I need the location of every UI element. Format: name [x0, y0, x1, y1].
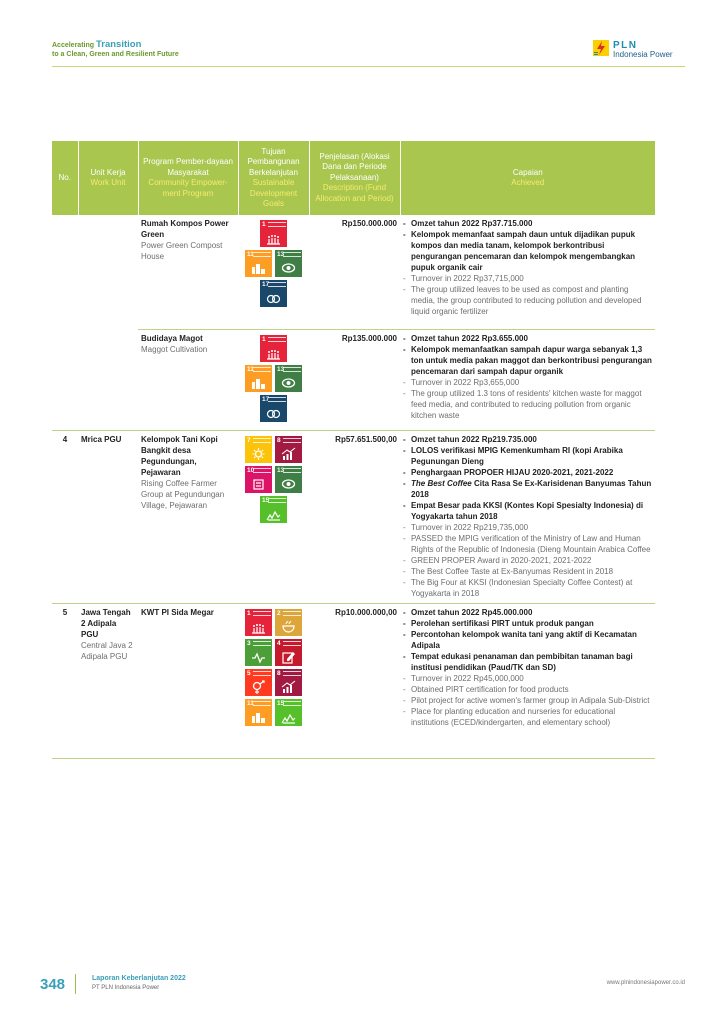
sdg-11-icon: 11 [245, 250, 272, 277]
sdg-icon-grid [245, 220, 302, 307]
website-url: www.plnindonesiapower.co.id [606, 980, 685, 986]
table-header-row [52, 141, 655, 215]
cell-achievements [400, 604, 655, 759]
sdg-8-icon: 8 [275, 669, 302, 696]
sdg-2-icon: 2 [275, 609, 302, 636]
tagline-line2: to a Clean, Green and Resilient Future [52, 51, 179, 58]
tagline [52, 40, 179, 59]
cell-no: 4 [52, 431, 78, 604]
achievement-item: - Obtained PIRT certification for food products [403, 684, 652, 695]
sdg-13-icon: 13 [275, 365, 302, 392]
achievement-item: - Empat Besar pada KKSI (Kontes Kopi Spesialty Indonesia) di Yogyakarta tahun 2018 [403, 500, 652, 522]
sdg-13-icon: 13 [275, 250, 302, 277]
achievement-item: - Penghargaan PROPOER HIJAU 2020-2021, 2021-2022 [403, 467, 652, 478]
cell-unit [78, 330, 138, 431]
cell-sdg [238, 604, 309, 759]
achievement-item: - The group utilized 1.3 tons of residents' kitchen waste for maggot feed media, and contributed to reducing pollution from organic kitchen waste [403, 388, 652, 421]
achievement-item: - Pilot project for active women's farmer group in Adipala Sub-District [403, 695, 652, 706]
achievement-item: - The Best Coffee Taste at Ex-Banyumas Resident in 2018 [403, 566, 652, 577]
achievement-item: - Omzet tahun 2022 Rp219.735.000 [403, 434, 652, 445]
sdg-1-icon: 1 [260, 335, 287, 362]
sdg-17-icon: 17 [260, 395, 287, 422]
cell-program: Rumah Kompos Power Green Power Green Compost House [138, 215, 238, 330]
sdg-3-icon: 3 [245, 639, 272, 666]
sdg-1-icon: 1 [260, 220, 287, 247]
achievement-item: - PASSED the MPIG verification of the Ministry of Law and Human Rights of the Republic of Indonesia (Dieng Mountain Arabica Coffee [403, 533, 652, 555]
cell-no: 5 [52, 604, 78, 759]
cell-no [52, 215, 78, 330]
cell-program: KWT PI Sida Megar [138, 604, 238, 759]
achievement-item: - Percontohan kelompok wanita tani yang aktif di Kecamatan Adipala [403, 629, 652, 651]
achievement-item: - The group utilized leaves to be used as compost and planting media, the group contributed to reducing pollution and developed liquid organic fertilizer [403, 284, 652, 317]
cell-unit [78, 215, 138, 330]
sdg-icon-grid [245, 609, 302, 726]
table-row [52, 330, 655, 431]
sdg-15-icon: 15 [275, 699, 302, 726]
header-program: Program Pember-dayaan Masyarakat Community Empower-ment Program [138, 141, 238, 215]
sdg-11-icon: 11 [245, 699, 272, 726]
lightning-logo-icon [593, 40, 609, 56]
sdg-4-icon: 4 [275, 639, 302, 666]
cell-achievements [400, 330, 655, 431]
sdg-8-icon: 8 [275, 436, 302, 463]
cell-no [52, 330, 78, 431]
company-name: PT PLN Indonesia Power [92, 985, 160, 991]
achievement-item: - Turnover in 2022 Rp37,715,000 [403, 273, 652, 284]
achievement-item: - The Big Four at KKSI (Indonesian Specialty Coffee Contest) at Yogyakarta in 2018 [403, 577, 652, 599]
achievement-item: - GREEN PROPER Award in 2020-2021, 2021-2022 [403, 555, 652, 566]
tagline-prefix: Accelerating [52, 42, 95, 49]
sdg-13-icon: 13 [275, 466, 302, 493]
achievement-item: - Omzet tahun 2022 Rp37.715.000 [403, 218, 652, 229]
cell-unit: Jawa Tengah 2 Adipala PGU Central Java 2 Adipala PGU [78, 604, 138, 759]
achievement-item: - Omzet tahun 2022 Rp3.655.000 [403, 333, 652, 344]
sdg-17-icon: 17 [260, 280, 287, 307]
sdg-icon-grid [245, 335, 302, 422]
header-allocation: Penjelasan (Alokasi Dana dan Periode Pelaksanaan) Description (Fund Allocation and Period) [309, 141, 400, 215]
cell-program: Kelompok Tani Kopi Bangkit desa Pegundungan, Pejawaran Rising Coffee Farmer Group at Pegundungan Village, Pejawaran [138, 431, 238, 604]
logo-text: PLN [613, 40, 638, 51]
cell-achievements [400, 215, 655, 330]
sdg-7-icon: 7 [245, 436, 272, 463]
sdg-15-icon: 15 [260, 496, 287, 523]
achievement-item: - Omzet tahun 2022 Rp45.000.000 [403, 607, 652, 618]
table-row [52, 431, 655, 604]
cell-sdg [238, 431, 309, 604]
header-unit: Unit Kerja Work Unit [78, 141, 138, 215]
sdg-icon-grid [245, 436, 302, 523]
achievement-item: - Kelompok memanfaat sampah daun untuk dijadikan pupuk kompos dan media tanam, kelompok berkontribusi pengurangan pencemaran dan kelompok mengembangkan pupuk organik cair [403, 229, 652, 273]
header-sdg: Tujuan Pembangunan Berkelanjutan Sustainable Development Goals [238, 141, 309, 215]
program-table [52, 141, 655, 759]
pln-logo [593, 40, 685, 60]
cell-program: Budidaya Magot Maggot Cultivation [138, 330, 238, 431]
cell-sdg [238, 330, 309, 431]
achievement-item: - The Best Coffee Cita Rasa Se Ex-Karisidenan Banyumas Tahun 2018 [403, 478, 652, 500]
page-header [52, 38, 685, 67]
header-no: No. [52, 141, 78, 215]
sdg-11-icon: 11 [245, 365, 272, 392]
cell-achievements [400, 431, 655, 604]
logo-subtext: Indonesia Power [613, 50, 673, 59]
cell-unit: Mrica PGU [78, 431, 138, 604]
report-title: Laporan Keberlanjutan 2022 [92, 975, 186, 982]
achievement-item: - Perolehan sertifikasi PIRT untuk produk pangan [403, 618, 652, 629]
achievement-item: - Turnover in 2022 Rp45,000,000 [403, 673, 652, 684]
cell-amount: Rp135.000.000 [309, 330, 400, 431]
achievement-item: - Kelompok memanfaatkan sampah dapur warga sebanyak 1,3 ton untuk media pakan maggot dan berkontribusi pengurangan pencemaran dari sampah dapur organik [403, 344, 652, 377]
sdg-5-icon: 5 [245, 669, 272, 696]
footer-divider [75, 974, 76, 994]
header-achieved: Capaian Achieved [400, 141, 655, 215]
tagline-big: Transition [95, 39, 142, 50]
cell-amount: Rp57.651.500,00 [309, 431, 400, 604]
cell-sdg [238, 215, 309, 330]
page-number: 348 [40, 976, 66, 993]
cell-amount: Rp150.000.000 [309, 215, 400, 330]
achievement-item: - LOLOS verifikasi MPIG Kemenkumham RI (kopi Arabika Pegunungan Dieng [403, 445, 652, 467]
achievement-item: - Turnover in 2022 Rp219,735,000 [403, 522, 652, 533]
sdg-1-icon: 1 [245, 609, 272, 636]
sdg-10-icon: 10 [245, 466, 272, 493]
achievement-item: - Tempat edukasi penanaman dan pembibitan tanaman bagi institusi pendidikan (Paud/TK dan SD) [403, 651, 652, 673]
achievement-item: - Turnover in 2022 Rp3,655,000 [403, 377, 652, 388]
table-row [52, 604, 655, 759]
page-footer [40, 972, 685, 996]
cell-amount: Rp10.000.000,00 [309, 604, 400, 759]
table-row [52, 215, 655, 330]
achievement-item: - Place for planting education and nurseries for educational institutions (ECED/kindergarten, and elementary school) [403, 706, 652, 728]
